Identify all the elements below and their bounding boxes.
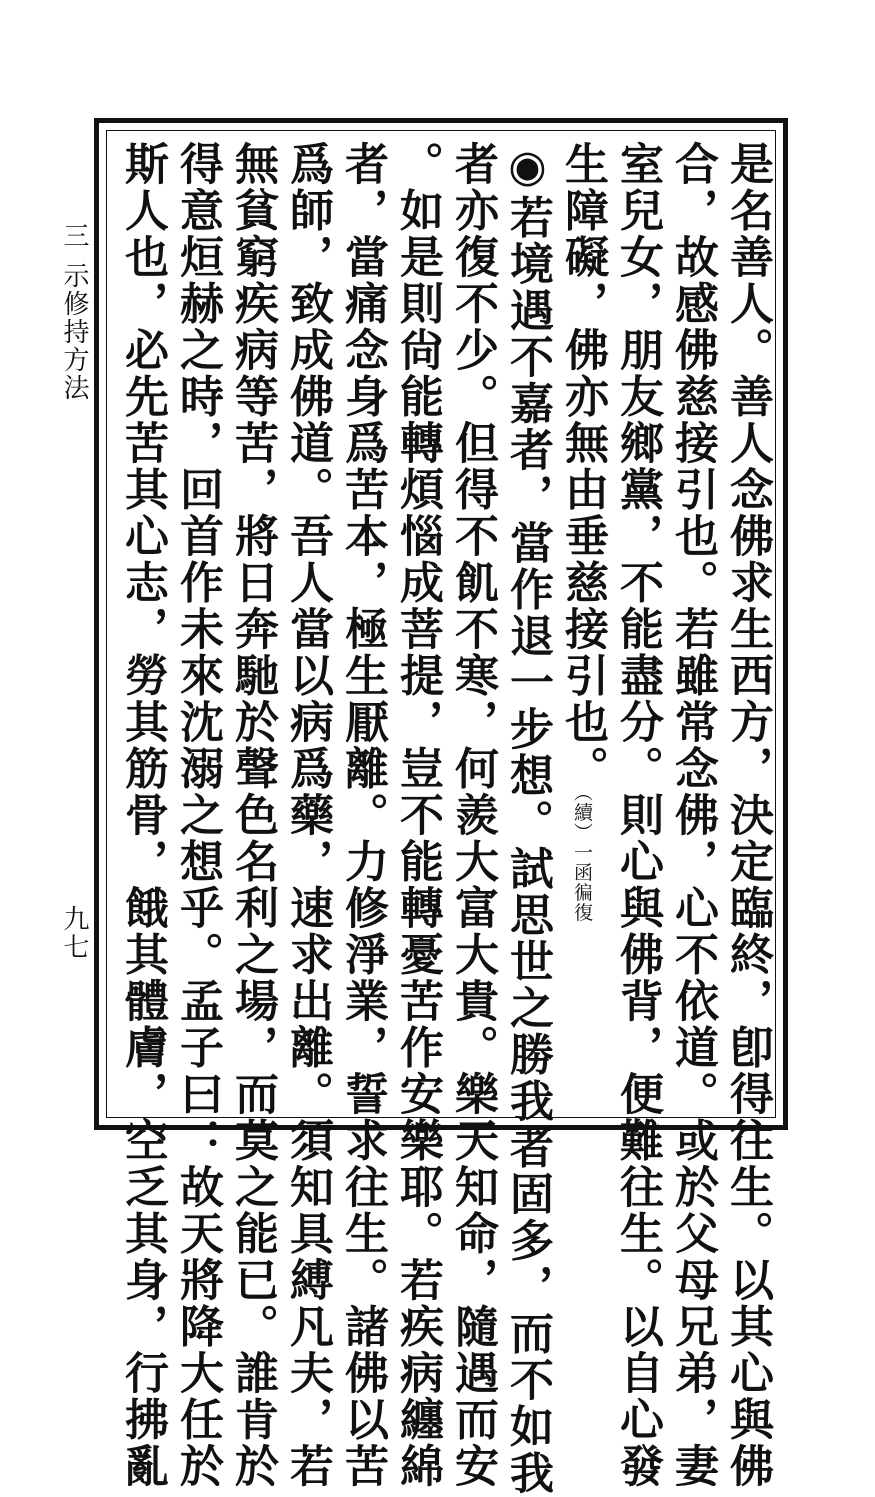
text-column-11: 得意烜赫之時，回首作未來沈溺之想乎。孟子曰：故天將降大任於: [172, 141, 223, 1490]
text-column-8: 者，當痛念身爲苦本，極生厭離。力修淨業，誓求往生。諸佛以苦: [337, 141, 388, 1490]
text-column-10: 無貧窮疾病等苦，將日奔馳於聲色名利之場，而莫之能已。誰肯於: [227, 141, 278, 1490]
page-number: 九七: [59, 905, 89, 961]
chapter-title: 示修持方法: [59, 262, 89, 402]
text-column-12: 斯人也，必先苦其心志，勞其筋骨，餓其體膚，空乏其身，行拂亂: [117, 141, 168, 1490]
source-note: （續）一函徧復: [571, 792, 593, 923]
text-column-1: 是名善人。善人念佛求生西方，決定臨終，卽得往生。以其心與佛: [722, 141, 773, 1490]
text-column-3: 室兒女，朋友鄉黨，不能盡分。則心與佛背，便難往生。以自心發: [612, 141, 663, 1490]
text-column-2: 合，故感佛慈接引也。若雖常念佛，心不依道。或於父母兄弟，妻: [667, 141, 718, 1490]
text-column-9: 爲師，致成佛道。吾人當以病爲藥，速求出離。須知具縛凡夫，若: [282, 141, 333, 1490]
text-column-7: 。如是則尙能轉煩惱成菩提，豈不能轉憂苦作安樂耶。若疾病纏綿: [392, 141, 443, 1490]
text-column-5: ◉若境遇不嘉者，當作退一步想。試思世之勝我者固多，而不如我: [502, 141, 553, 1497]
text-column-6: 者亦復不少。但得不飢不寒，何羨大富大貴。樂天知命，隨遇而安: [447, 141, 498, 1490]
text-column-4: [557, 141, 608, 923]
section-number: 三: [59, 222, 89, 250]
column-4-text: 生障礙，佛亦無由垂慈接引也。: [557, 141, 608, 792]
